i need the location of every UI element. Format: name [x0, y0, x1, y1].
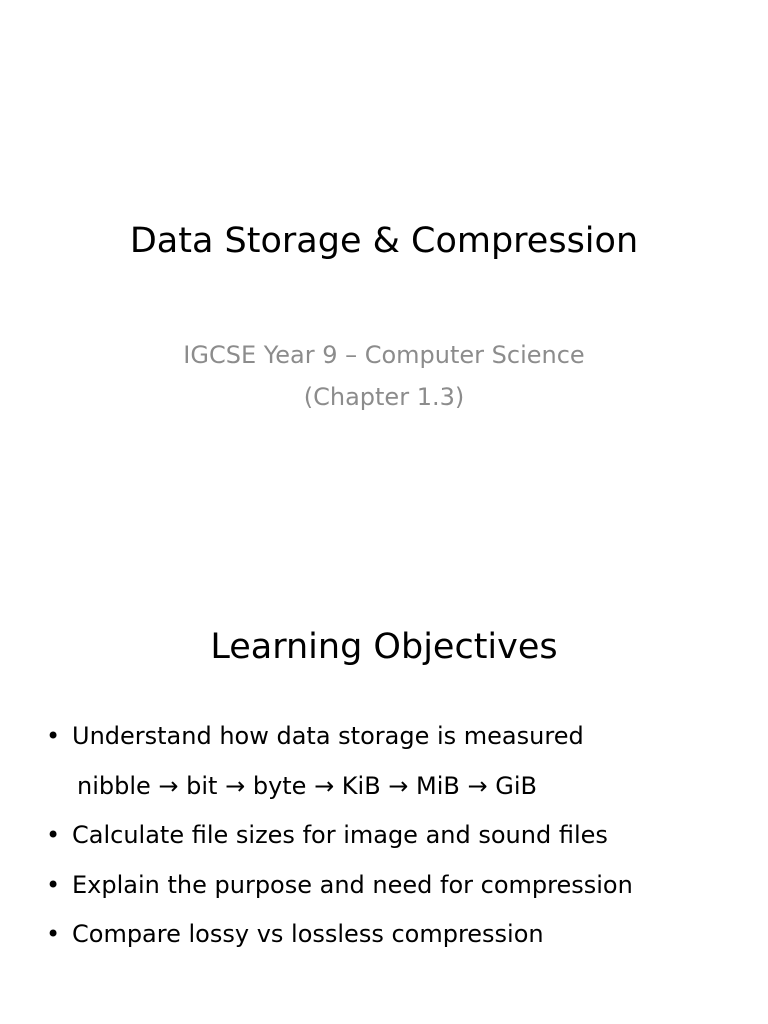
- presentation-title: Data Storage & Compression: [129, 221, 639, 261]
- subtitle-line-chapter: (Chapter 1.3): [303, 383, 465, 411]
- bullet-icon: •: [46, 920, 61, 948]
- objectives-slide: [0, 512, 768, 1024]
- bullet-icon: •: [46, 821, 61, 849]
- presentation-subtitle: [0, 334, 768, 418]
- storage-units-sequence: nibble → bit → byte → KiB → MiB → GiB: [77, 771, 537, 800]
- subtitle-line-course: IGCSE Year 9 – Computer Science: [183, 341, 585, 369]
- objective-text: Understand how data storage is measured: [72, 722, 584, 750]
- objectives-title: Learning Objectives: [210, 627, 558, 667]
- objective-item: [46, 910, 758, 960]
- objective-text: Calculate file sizes for image and sound files: [72, 821, 608, 849]
- bullet-icon: •: [46, 870, 61, 899]
- objective-text: Explain the purpose and need for compression: [72, 870, 633, 899]
- objective-text: Compare lossy vs lossless compression: [72, 920, 544, 948]
- objective-item: [46, 861, 758, 911]
- bullet-icon: •: [46, 722, 61, 750]
- objective-item: [46, 712, 758, 762]
- objectives-list: [46, 712, 758, 960]
- objective-subline: [46, 762, 758, 812]
- objective-item: [46, 811, 758, 861]
